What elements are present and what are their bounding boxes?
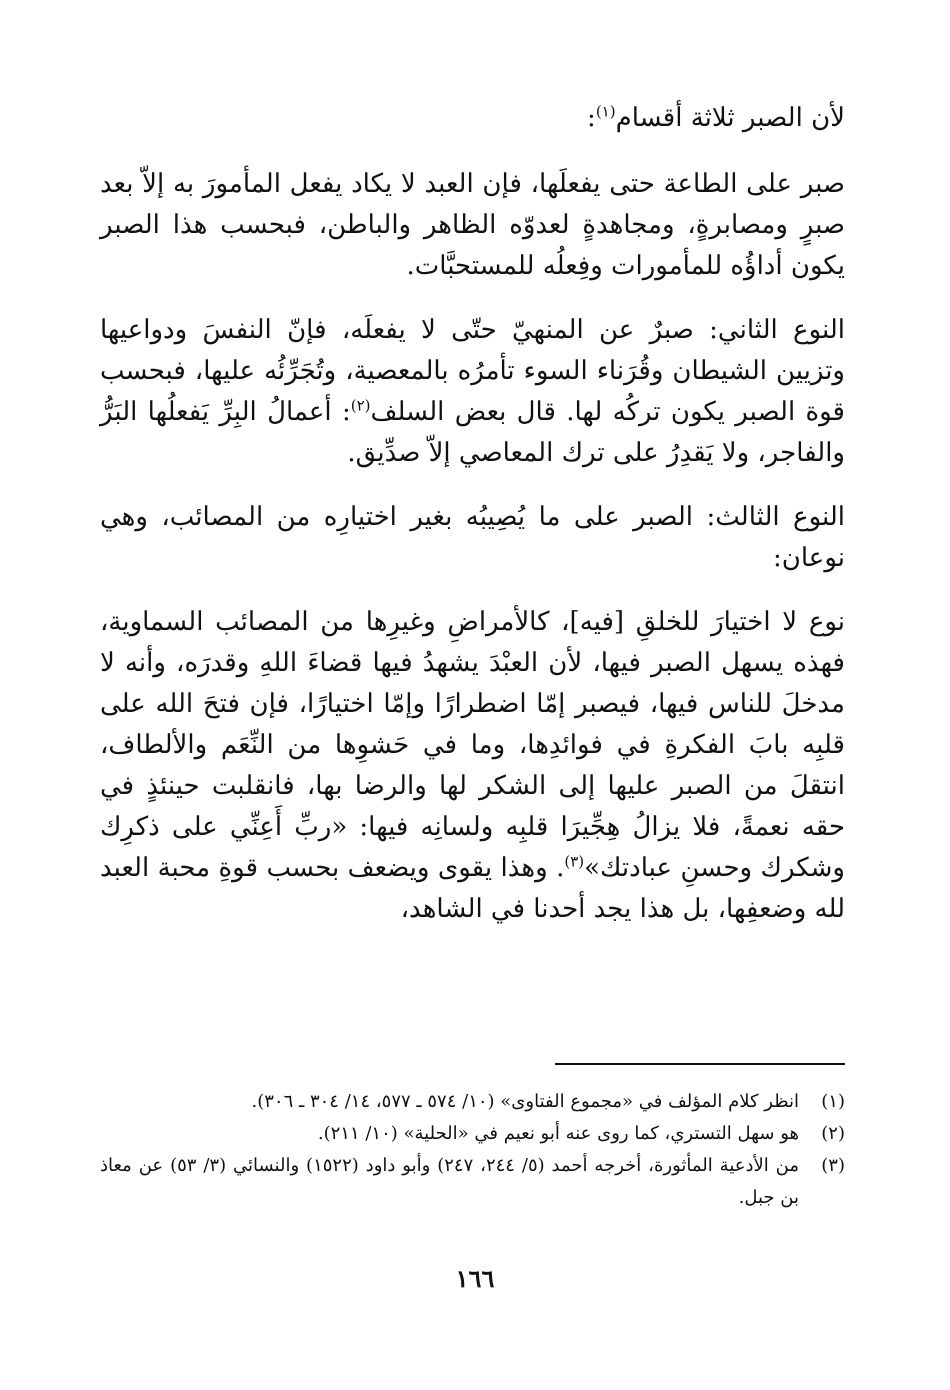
footnote-3 xyxy=(100,1150,845,1214)
footnote-number: (١) xyxy=(821,1091,845,1112)
paragraph-first-kind xyxy=(100,602,845,930)
footnotes xyxy=(100,1086,845,1214)
footnote-number: (٢) xyxy=(821,1123,845,1144)
main-text xyxy=(100,98,845,953)
intro-text: لأن الصبر ثلاثة أقسام xyxy=(615,103,845,133)
paragraph-text: النوع الثاني: صبرٌ عن المنهيّ حتّى لا يفعلَه، فإنّ النفسَ ودواعيها وتزيين الشيطان وقُرَناء السوء تأمرُه بالمعصية، وتُجَرِّئُه عليها، فبحسب قوة الصبر يكون تركُه لها. قال بعض السلف xyxy=(100,315,845,427)
footnote-1 xyxy=(100,1086,845,1118)
paragraph-text: . وهذا يقوى ويضعف بحسب قوةِ محبة العبد لله وضعفِها، بل هذا يجد أحدنا في الشاهد، xyxy=(100,853,845,924)
footnote-ref-3[interactable]: (٣) xyxy=(564,852,585,871)
footnote-text: من الأدعية المأثورة، أخرجه أحمد (٥/ ٢٤٤، ٢٤٧) وأبو داود (١٥٢٢) والنسائي (٣/ ٥٣) عن معاذ بن جبل. xyxy=(100,1155,800,1208)
footnote-divider xyxy=(555,1063,845,1065)
paragraph-text: : أعمالُ البِرِّ يَفعلُها البَرُّ والفاجر، ولا يَقدِرُ على ترك المعاصي إلاّ صدِّيق. xyxy=(100,397,845,468)
paragraph-third-type: النوع الثالث: الصبر على ما يُصِيبُه بغير اختيارِه من المصائب، وهي نوعان: xyxy=(100,502,845,573)
intro-colon: : xyxy=(587,103,596,133)
footnote-text: هو سهل التستري، كما روى عنه أبو نعيم في «الحلية» (١٠/ ٢١١). xyxy=(317,1123,799,1144)
footnote-ref-1[interactable]: (١) xyxy=(595,102,616,121)
intro-line xyxy=(100,98,845,139)
footnote-2 xyxy=(100,1118,845,1150)
footnote-text: انظر كلام المؤلف في «مجموع الفتاوى» (١٠/ ٥٧٤ ـ ٥٧٧، ١٤/ ٣٠٤ ـ ٣٠٦). xyxy=(251,1091,799,1112)
paragraph-second-type xyxy=(100,310,845,474)
paragraph-patience-obedience: صبر على الطاعة حتى يفعلَها، فإن العبد لا يكاد يفعل المأمورَ به إلاّ بعد صبرٍ ومصابرةٍ، ومجاهدةٍ لعدوّه الظاهر والباطن، فبحسب هذا الصبر يكون أداؤُه للمأمورات وفِعلُه للمستحبَّات. xyxy=(100,169,845,281)
footnote-number: (٣) xyxy=(821,1155,845,1176)
footnote-ref-2[interactable]: (٢) xyxy=(350,396,371,415)
paragraph-text: نوع لا اختيارَ للخلقِ [فيه]، كالأمراضِ وغيرِها من المصائب السماوية، فهذه يسهل الصبر فيها، لأن العبْدَ يشهدُ فيها قضاءَ اللهِ وقدرَه، وأنه لا مدخلَ للناس فيها، فيصبر إمّا اضطرارًا وإمّا اختيارًا، فإن فتحَ الله على قلبِه بابَ الفكرةِ في فوائدِها، وما في حَشوِها من النِّعَم والألطاف، انتقلَ من الصبر عليها إلى الشكر لها والرضا بها، فانقلبت حينئذٍ في حقه نعمةً، فلا يزالُ هِجِّيرَا قلبِه ولسانِه فيها: «ربِّ أَعِنِّي على ذكرِك وشكرك وحسنِ عبادتك» xyxy=(100,607,845,883)
page-number: ١٦٦ xyxy=(455,1264,495,1293)
